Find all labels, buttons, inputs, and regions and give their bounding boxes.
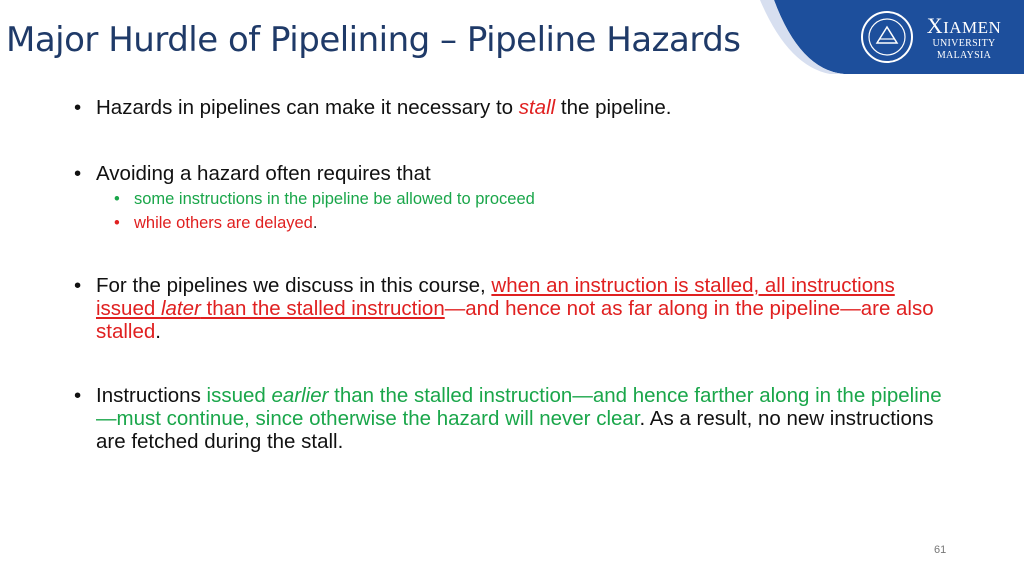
- page-number: 61: [934, 544, 947, 556]
- bullet-dot: •: [74, 274, 82, 297]
- bullet-1-text: Hazards in pipelines can make it necessary to stall the pipeline.: [96, 96, 672, 119]
- slide: XIAMEN UNIVERSITY MALAYSIA Major Hurdle of Pipelining – Pipeline Hazards • Hazards in pipelines can make it necessary to stall the pipeline. • Avoiding a hazard often requires that • some instructions in the pipeline be allowed to proceed • while others are delayed. • For the pipelines we discuss in this course, when an instruction is stalled, all instructions issued later than the stalled instruction—and hence not as far along in the pipeline—are also stalled. • Instructions issued earlier than the stalled instruction—and hence farther along in the pipeline—must continue, since otherwise the hazard will never clear. As a result, no new instructions are fetched during the stall. 61: [0, 0, 1024, 574]
- bullet-4-text: Instructions issued earlier than the stalled instruction—and hence farther along in the pipeline—must continue, since otherwise the hazard will never clear. As a result, no new instructions are fetched during the stall.: [96, 384, 942, 453]
- bullet-2-text: Avoiding a hazard often requires that: [96, 162, 431, 185]
- bullet-dot: •: [74, 96, 82, 119]
- university-seal-icon: [860, 10, 914, 64]
- bullet-3-text: For the pipelines we discuss in this course, when an instruction is stalled, all instructions issued later than the stalled instruction—and hence not as far along in the pipeline—are also stalled.: [96, 274, 934, 343]
- slide-title: Major Hurdle of Pipelining – Pipeline Hazards: [6, 20, 741, 60]
- bullet-dot: •: [74, 162, 82, 185]
- university-logo-text: XIAMEN UNIVERSITY MALAYSIA: [926, 13, 1002, 61]
- bullet-dot: •: [74, 384, 82, 407]
